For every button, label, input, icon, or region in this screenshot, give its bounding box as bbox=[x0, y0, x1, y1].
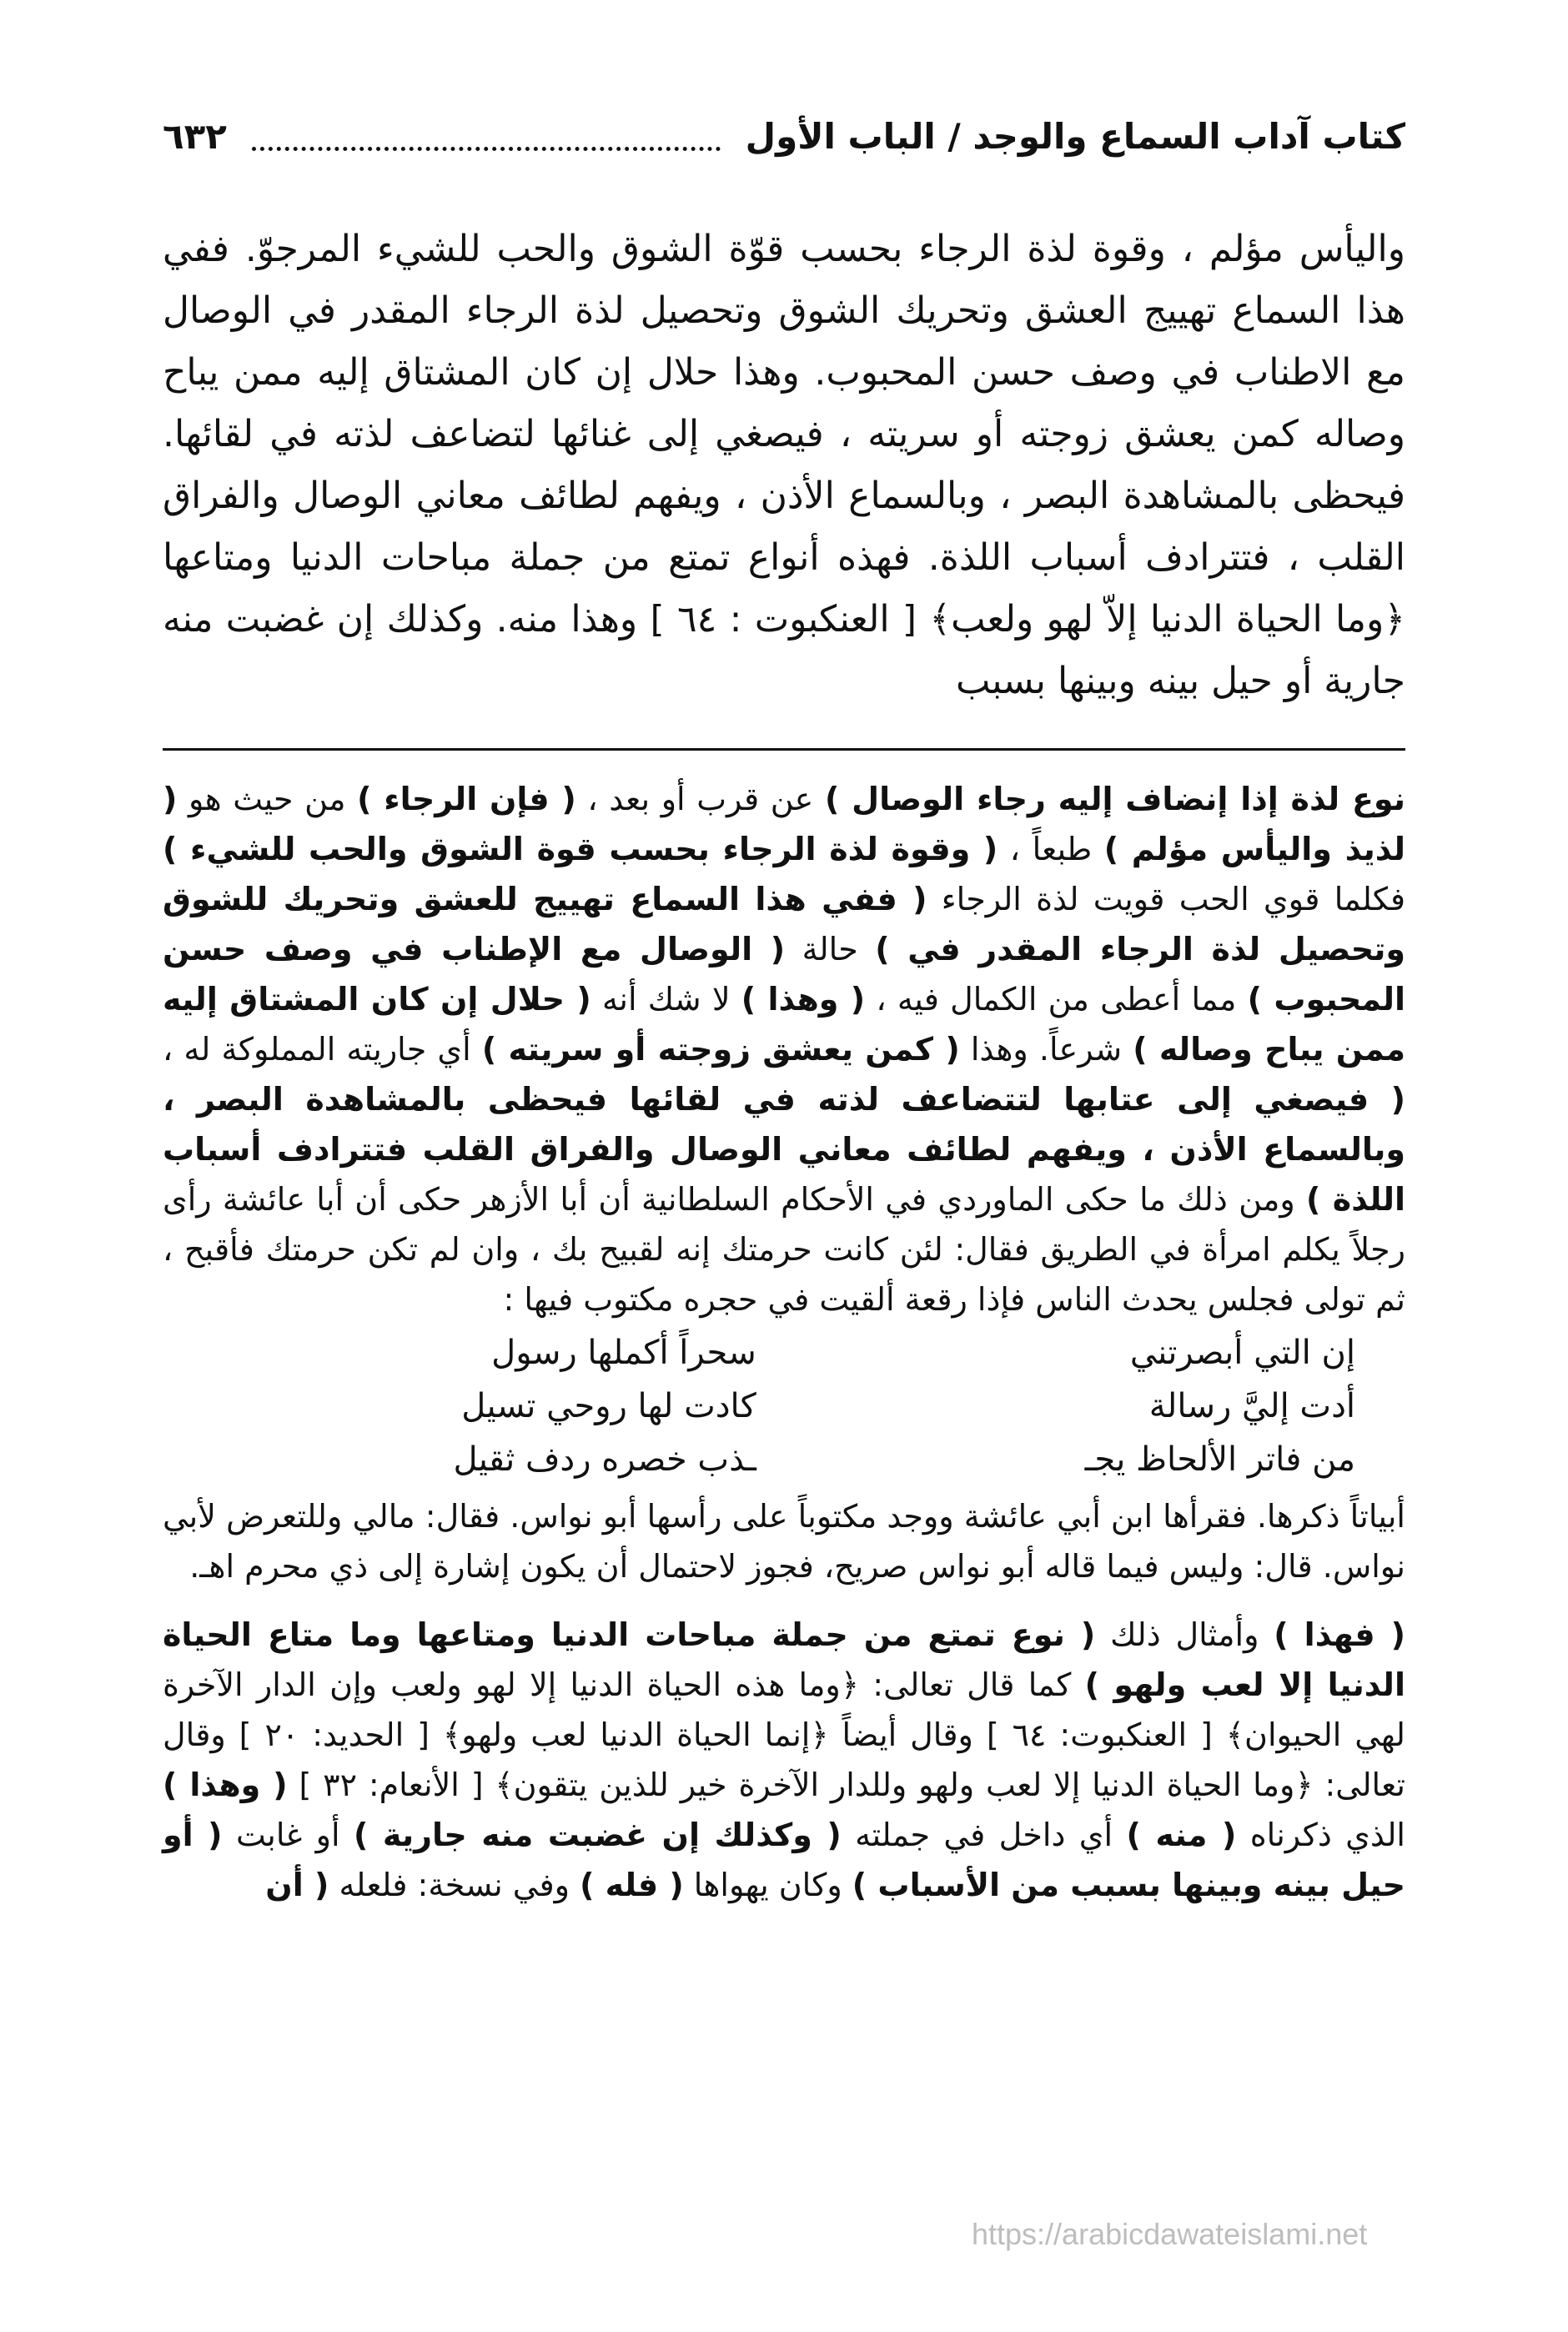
poem-hemistich-first: إن التي أبصرتني bbox=[1129, 1334, 1355, 1372]
header-dotted-leader bbox=[252, 122, 721, 151]
p3-text-run: أي داخل في جملته bbox=[841, 1817, 1127, 1853]
poem-hemistich-second: سحراً أكملها رسول bbox=[491, 1334, 756, 1372]
p1-bold-run: ( حلال إن كان المشتاق إليه ممن يباح وصاله ) bbox=[163, 981, 1406, 1068]
p3-bold-run: ( وهذا ) bbox=[163, 1767, 288, 1803]
p1-text-run: من حيث هو bbox=[177, 781, 358, 817]
p1-bold-run: ( وقوة لذة الرجاء بحسب قوة الشوق والحب للشيء ) bbox=[163, 831, 998, 867]
poem-verse bbox=[163, 1380, 1405, 1433]
p3-text-run: كما قال تعالى: ﴿وما هذه الحياة الدنيا إلا لهو ولعب وإن الدار الآخرة لهي الحيوان﴾ [ العنكبوت: ٦٤ ] وقال أيضاً ﴿إنما الحياة الدنيا لعب ولهو﴾ [ الحديد: ٢٠ ] وقال تعالى: ﴿وما الحياة الدنيا إلا لعب ولهو وللدار الآخرة خير للذين يتقون﴾ [ الأنعام: ٣٢ ] bbox=[163, 1666, 1406, 1803]
p1-text-run: حالة bbox=[785, 931, 876, 967]
p3-bold-run: ( نوع تمتع من جملة مباحات الدنيا ومتاعها وما متاع الحياة الدنيا إلا لعب ولهو ) bbox=[163, 1616, 1405, 1703]
paragraph-gap bbox=[163, 1591, 1405, 1610]
p1-bold-run: ( وهذا ) bbox=[741, 981, 866, 1018]
p1-text-run: فكلما قوي الحب قويت لذة الرجاء bbox=[927, 881, 1405, 917]
commentary-block bbox=[163, 774, 1405, 1910]
p3-bold-run: ( أن bbox=[265, 1867, 329, 1903]
running-header bbox=[163, 107, 1405, 165]
poem bbox=[163, 1326, 1405, 1486]
poem-verse bbox=[163, 1433, 1405, 1486]
main-text bbox=[163, 219, 1405, 712]
p3-bold-run: ( أو حيل بينه وبينها بسبب من الأسباب ) bbox=[163, 1817, 1405, 1903]
p3-bold-run: ( فهذا ) bbox=[1274, 1616, 1406, 1653]
p1-bold-run: ( الوصال مع الإطناب في وصف حسن المحبوب ) bbox=[163, 931, 1406, 1018]
p3-text-run: وأمثال ذلك bbox=[1095, 1616, 1274, 1653]
commentary-paragraph-2: أبياتاً ذكرها. فقرأها ابن أبي عائشة ووجد مكتوباً على رأسها أبو نواس. فقال: مالي وللتعرض لأبي نواس. قال: وليس فيما قاله أبو نواس صريح، فجوز لاحتمال أن يكون إشارة إلى ذي محرم اهـ. bbox=[163, 1498, 1405, 1585]
p1-bold-run: ( فيصغي إلى عتابها لتتضاعف لذته في لقائها فيحظى بالمشاهدة البصر ، وبالسماع الأذن ، ويفهم لطائف معاني الوصال والفراق القلب فتترادف أسباب اللذة ) bbox=[163, 1081, 1405, 1218]
p3-text-run: وكان يهواها bbox=[683, 1867, 852, 1903]
poem-hemistich-second: ـذب خصره ردف ثقيل bbox=[453, 1440, 756, 1479]
p3-text-run: الذي ذكرناه bbox=[1236, 1817, 1405, 1853]
p1-bold-run: نوع لذة إذا إنضاف إليه رجاء الوصال ) bbox=[824, 781, 1405, 817]
p3-text-run: أو غابت bbox=[222, 1817, 354, 1853]
poem-hemistich-first: أدت إليَّ رسالة bbox=[1148, 1387, 1355, 1425]
p3-bold-run: ( فله ) bbox=[580, 1867, 684, 1903]
p3-bold-run: ( وكذلك إن غضبت منه جارية ) bbox=[353, 1817, 842, 1853]
header-title: كتاب آداب السماع والوجد / الباب الأول bbox=[745, 115, 1405, 157]
p1-bold-run: ( كمن يعشق زوجته أو سريته ) bbox=[481, 1031, 960, 1068]
p1-text-run: أي جاريته المملوكة له ، bbox=[163, 1031, 482, 1068]
p3-bold-run: ( منه ) bbox=[1126, 1817, 1237, 1853]
p1-text-run: شرعاً. وهذا bbox=[959, 1031, 1133, 1068]
p1-bold-run: ( لذيذ واليأس مؤلم ) bbox=[163, 781, 1406, 867]
p1-bold-run: ( فإن الرجاء ) bbox=[357, 781, 576, 817]
p1-bold-run: ( ففي هذا السماع تهييج للعشق وتحريك للشوق وتحصيل لذة الرجاء المقدر في ) bbox=[163, 881, 1405, 967]
footnote-separator bbox=[163, 748, 1405, 751]
commentary-paragraph-3 bbox=[163, 1610, 1405, 1910]
main-paragraph: واليأس مؤلم ، وقوة لذة الرجاء بحسب قوّة الشوق والحب للشيء المرجوّ. ففي هذا السماع تهييج العشق وتحريك الشوق وتحصيل لذة الرجاء المقدر في الوصال مع الاطناب في وصف حسن المحبوب. وهذا حلال إن كان المشتاق إليه ممن يباح وصاله كمن يعشق زوجته أو سريته ، فيصغي إلى غنائها لتضاعف لذته في لقائها. فيحظى بالمشاهدة البصر ، وبالسماع الأذن ، ويفهم لطائف معاني الوصال والفراق القلب ، فتترادف أسباب اللذة. فهذه أنواع تمتع من جملة مباحات الدنيا ومتاعها ﴿وما الحياة الدنيا إلاّ لهو ولعب﴾ [ العنكبوت : ٦٤ ] وهذا منه. وكذلك إن غضبت منه جارية أو حيل بينه وبينها بسبب bbox=[163, 228, 1405, 702]
p1-text-run: لا شك أنه bbox=[591, 981, 741, 1018]
commentary-paragraph-1 bbox=[163, 774, 1405, 1324]
poem-verse bbox=[163, 1326, 1405, 1380]
poem-hemistich-second: كادت لها روحي تسيل bbox=[461, 1387, 756, 1425]
p1-text-run: طبعاً ، bbox=[998, 831, 1104, 867]
p1-text-run: ومن ذلك ما حكى الماوردي في الأحكام السلطانية أن أبا الأزهر حكى أن أبا عائشة رأى رجلاً يكلم امرأة في الطريق فقال: لئن كانت حرمتك إنه لقبيح بك ، وان لم تكن حرمتك فأقبح ، ثم تولى فجلس يحدث الناس فإذا رقعة ألقيت في حجره مكتوب فيها : bbox=[163, 1181, 1405, 1318]
watermark-url: https://arabicdawateislami.net bbox=[972, 2217, 1368, 2251]
p3-text-run: وفي نسخة: فلعله bbox=[329, 1867, 580, 1903]
poem-hemistich-first: من فاتر الألحاظ يجـ bbox=[1084, 1440, 1355, 1479]
p1-text-run: مما أعطى من الكمال فيه ، bbox=[865, 981, 1248, 1018]
page-number: ٦٣٢ bbox=[163, 115, 227, 157]
p1-text-run: عن قرب أو بعد ، bbox=[575, 781, 825, 817]
